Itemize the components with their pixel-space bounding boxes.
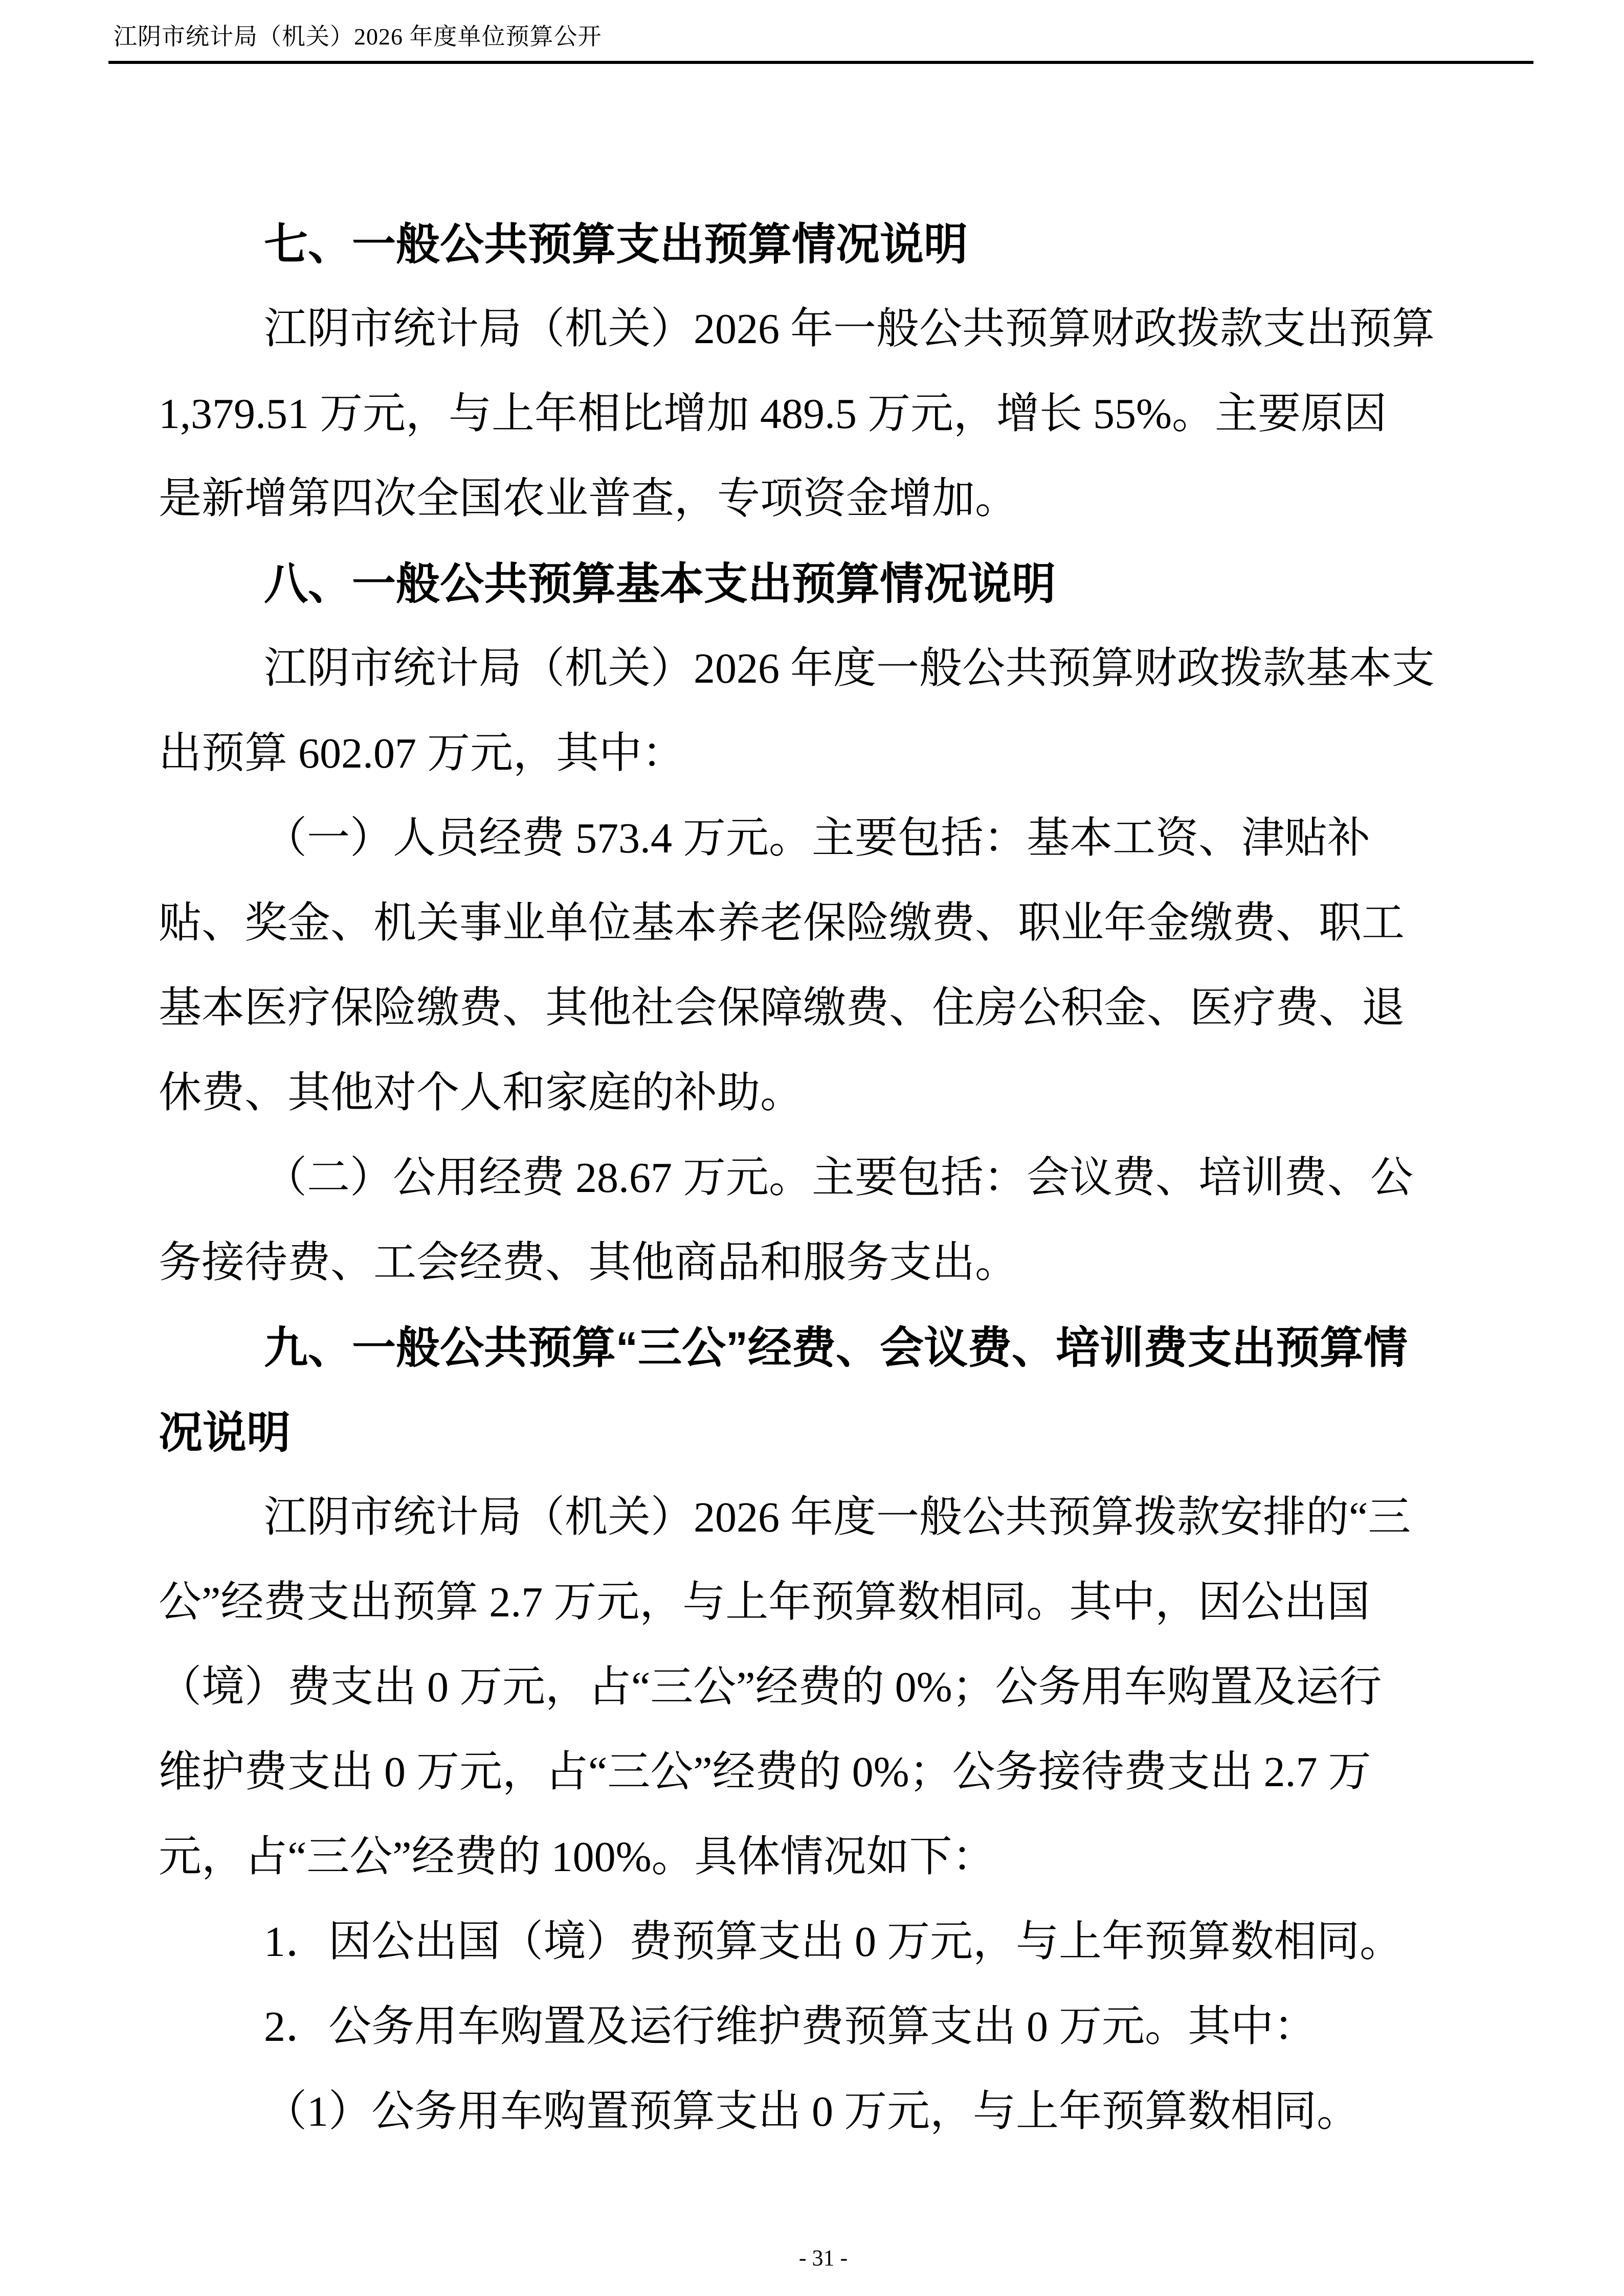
document-line: 出预算 602.07 万元，其中： — [159, 730, 685, 777]
document-line: 维护费支出 0 万元，占“三公”经费的 0%；公务接待费支出 2.7 万 — [159, 1748, 1371, 1796]
document-line: 江阴市统计局（机关）2026 年度一般公共预算拨款安排的“三 — [264, 1494, 1411, 1541]
document-line: 公”经费支出预算 2.7 万元，与上年预算数相同。其中，因公出国 — [159, 1579, 1370, 1626]
document-line: （1）公务用车购置预算支出 0 万元，与上年预算数相同。 — [264, 2088, 1360, 2135]
document-line: 2．公务用车购置及运行维护费预算支出 0 万元。其中： — [264, 2003, 1317, 2051]
header-rule — [108, 61, 1533, 64]
section-heading: 九、一般公共预算“三公”经费、会议费、培训费支出预算情 — [264, 1323, 1408, 1372]
section-heading: 八、一般公共预算基本支出预算情况说明 — [264, 559, 1056, 609]
document-line: 休费、其他对个人和家庭的补助。 — [159, 1069, 804, 1117]
document-line: （一）人员经费 573.4 万元。主要包括：基本工资、津贴补 — [264, 815, 1371, 862]
document-body — [159, 202, 1473, 2154]
document-line: 1．因公出国（境）费预算支出 0 万元，与上年预算数相同。 — [264, 1918, 1403, 1966]
document-line: 元，占“三公”经费的 100%。具体情况如下： — [159, 1833, 995, 1881]
document-line: 贴、奖金、机关事业单位基本养老保险缴费、职业年金缴费、职工 — [159, 899, 1405, 947]
document-line: （二）公用经费 28.67 万元。主要包括：会议费、培训费、公 — [264, 1154, 1414, 1202]
page-number: - 31 - — [798, 2245, 848, 2270]
document-line: 基本医疗保险缴费、其他社会保障缴费、住房公积金、医疗费、退 — [159, 984, 1405, 1032]
document-line: 江阴市统计局（机关）2026 年度一般公共预算财政拨款基本支 — [264, 645, 1435, 692]
page-footer — [0, 2215, 1624, 2296]
header-title: 江阴市统计局（机关）2026 年度单位预算公开 — [114, 24, 602, 50]
document-line: 1,379.51 万元，与上年相比增加 489.5 万元，增长 55%。主要原因 — [159, 390, 1387, 438]
document-line: 务接待费、工会经费、其他商品和服务支出。 — [159, 1239, 1018, 1287]
document-line: 是新增第四次全国农业普查，专项资金增加。 — [159, 475, 1018, 523]
section-heading: 况说明 — [159, 1408, 291, 1457]
section-heading: 七、一般公共预算支出预算情况说明 — [264, 220, 968, 269]
document-line: （境）费支出 0 万元，占“三公”经费的 0%；公务用车购置及运行 — [159, 1663, 1382, 1711]
document-line: 江阴市统计局（机关）2026 年一般公共预算财政拨款支出预算 — [264, 305, 1435, 353]
